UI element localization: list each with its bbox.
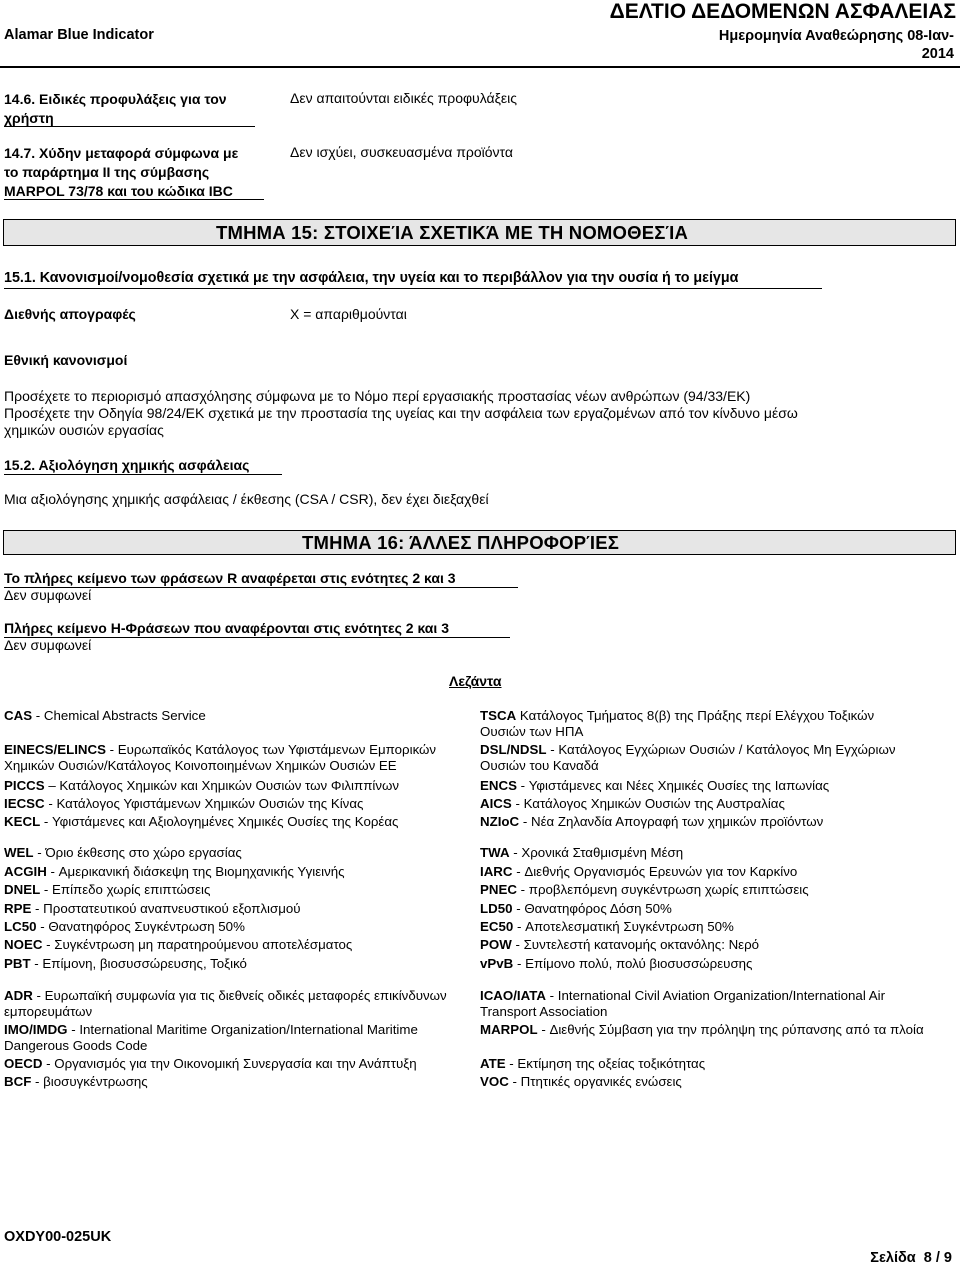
legend-abbreviation: KECL [4,814,41,829]
national-line3: χημικών ουσιών εργασίας [4,422,164,438]
legend-abbreviation: ATE [480,1056,506,1071]
legend-description: - Ευρωπαϊκός Κατάλογος των Υφιστάμενων Εμπορικών [105,742,437,757]
legend-abbreviation: PBT [4,956,31,971]
legend-abbreviation: LD50 [480,901,513,916]
legend-description: - Αμερικανική διάσκεψη της Βιομηχανικής Υγιεινής [46,864,345,879]
legend-abbreviation: VOC [480,1074,509,1089]
legend-entry [480,937,956,953]
s152-underline [4,474,282,475]
legend-description-continued: Transport Association [480,1004,608,1019]
legend-description: Κατάλογος Τμήματος 8(β) της Πράξης περί Ελέγχου Τοξικών [516,708,875,723]
legend-abbreviation: EINECS/ELINCS [4,742,106,757]
footer-code: OXDY00-025UK [4,1229,112,1245]
s147-value: Δεν ισχύει, συσκευασμένα προϊόντα [290,144,513,160]
r-phrases-value: Δεν συμφωνεί [4,587,92,603]
s147-underline [4,199,264,200]
section15-title: ΤΜΗΜΑ 15: ΣΤΟΙΧΕΊΑ ΣΧΕΤΙΚΆ ΜΕ ΤΗ ΝΟΜΟΘΕΣΊΑ [216,222,689,243]
legend-abbreviation: vPvB [480,956,514,971]
legend-entry [4,742,476,774]
revision-date-line2: 2014 [921,46,954,62]
s152-heading: 15.2. Αξιολόγηση χημικής ασφάλειας [4,457,250,473]
s147-label-line2: το παράρτημα ΙΙ της σύμβασης [4,164,210,180]
legend-abbreviation: TWA [480,845,510,860]
legend-entry [480,988,956,1020]
legend-entry [4,901,476,917]
legend-description: - Επίμονο πολύ, πολύ βιοσυσσώρευσης [513,956,753,971]
legend-entry [480,864,956,880]
legend-entry [480,845,956,861]
legend-entry [4,864,476,880]
legend-description: - Θανατηφόρος Δόση 50% [512,901,672,916]
legend-abbreviation: TSCA [480,708,517,723]
legend-abbreviation: ICAO/IATA [480,988,546,1003]
section15-band [3,219,956,246]
legend-entry [480,1056,956,1072]
legend-description: - Εκτίμηση της οξείας τοξικότητας [505,1056,706,1071]
legend-description: - Προστατευτικού αναπνευστικού εξοπλισμού [31,901,301,916]
legend-description: - Συγκέντρωση μη παρατηρούμενου αποτελέσματος [42,937,353,952]
legend-description: - Οργανισμός για την Οικονομική Συνεργασία και την Ανάπτυξη [42,1056,417,1071]
legend-description: - Chemical Abstracts Service [32,708,206,723]
legend-description: - Θανατηφόρος Συγκέντρωση 50% [36,919,245,934]
legend-title: Λεζάντα [449,673,502,689]
h-phrases-title: Πλήρες κείμενο Η-Φράσεων που αναφέρονται στις ενότητες 2 και 3 [4,620,449,636]
s146-label-line1: 14.6. Ειδικές προφυλάξεις για τον [4,91,227,107]
legend-abbreviation: NOEC [4,937,43,952]
s146-value: Δεν απαιτούνται ειδικές προφυλάξεις [290,90,517,106]
legend-abbreviation: IMO/IMDG [4,1022,68,1037]
legend-abbreviation: DSL/NDSL [480,742,547,757]
legend-description: - International Civil Aviation Organization/International Air [545,988,885,1003]
legend-entry [4,919,476,935]
national-regulations-text [4,388,954,439]
legend-abbreviation: LC50 [4,919,37,934]
page-number [870,1250,952,1267]
legend-entry [480,708,956,740]
page-label: Σελίδα [870,1250,916,1266]
page-total: 9 [943,1250,952,1266]
legend-abbreviation: RPE [4,901,32,916]
legend-entry [480,919,956,935]
legend-description: - Κατάλογος Χημικών Ουσιών της Αυστραλίας [511,796,785,811]
legend-abbreviation: WEL [4,845,34,860]
header-rule [0,66,960,68]
legend-description-continued: Dangerous Goods Code [4,1038,148,1053]
legend-description: - Υφιστάμενες και Αξιολογημένες Χημικές Ουσίες της Κορέας [40,814,399,829]
legend-entry [480,1022,956,1038]
legend-entry [4,845,476,861]
legend-entry [4,796,476,812]
legend-entry [480,1074,956,1090]
legend-abbreviation: DNEL [4,882,41,897]
legend-entry [4,814,476,830]
legend-description: - προβλεπόμενη συγκέντρωση χωρίς επιπτώσεις [516,882,809,897]
s151-underline [4,288,822,289]
legend-description: – Κατάλογος Χημικών και Χημικών Ουσιών των Φιλιππίνων [44,778,399,793]
legend-entry [4,1022,476,1054]
legend-description: - Κατάλογος Υφιστάμενων Χημικών Ουσιών της Κίνας [44,796,364,811]
revision-date-line1: Ημερομηνία Αναθεώρησης 08-Ιαν- [718,28,954,44]
legend-entry [480,778,956,794]
legend-description: - βιοσυγκέντρωσης [31,1074,148,1089]
legend-entry [480,882,956,898]
legend-entry [4,988,476,1020]
section16-title: ΤΜΗΜΑ 16: ΆΛΛΕΣ ΠΛΗΡΟΦΟΡΊΕΣ [302,532,620,553]
legend-description: - Αποτελεσματική Συγκέντρωση 50% [513,919,734,934]
s147-label-line1: 14.7. Χύδην μεταφορά σύμφωνα με [4,145,239,161]
legend-description: - Όριο έκθεσης στο χώρο εργασίας [33,845,242,860]
legend-description: - Υφιστάμενες και Νέες Χημικές Ουσίες της Ιαπωνίας [516,778,830,793]
legend-description-continued: Ουσιών του Καναδά [480,758,599,773]
legend-entry [480,814,956,830]
legend-entry [4,778,476,794]
s146-underline [4,126,255,127]
legend-abbreviation: IECSC [4,796,45,811]
legend-description: - Διεθνής Οργανισμός Ερευνών για τον Καρκίνο [512,864,798,879]
legend-description: - Επίπεδο χωρίς επιπτώσεις [40,882,211,897]
h-phrases-value: Δεν συμφωνεί [4,637,92,653]
legend-abbreviation: AICS [480,796,512,811]
legend-description: - International Maritime Organization/International Maritime [67,1022,418,1037]
legend-description: - Κατάλογος Εγχώριων Ουσιών / Κατάλογος Μη Εγχώριων [546,742,896,757]
legend-abbreviation: CAS [4,708,33,723]
legend-entry [4,1056,476,1072]
legend-description-continued: Ουσιών των ΗΠΑ [480,724,584,739]
s147-label-line3: MARPOL 73/78 και του κώδικα IBC [4,183,233,199]
section16-band [3,530,956,555]
legend-abbreviation: ACGIH [4,864,47,879]
legend-description: - Πτητικές οργανικές ενώσεις [508,1074,682,1089]
legend-abbreviation: PICCS [4,778,45,793]
s146-label-line2: χρήστη [4,110,54,126]
legend-entry [480,742,956,774]
legend-abbreviation: EC50 [480,919,514,934]
revision-date [719,27,954,63]
product-name: Alamar Blue Indicator [4,27,154,43]
legend-abbreviation: PNEC [480,882,517,897]
national-regulations-label: Εθνική κανονισμοί [4,352,128,368]
legend-entry [480,796,956,812]
page-current: 8 [923,1250,932,1266]
legend-description: - Επίμονη, βιοσυσσώρευσης, Τοξικό [30,956,247,971]
legend-abbreviation: BCF [4,1074,32,1089]
legend-description-continued: Χημικών Ουσιών/Κατάλογος Κοινοποιημένων Χημικών Ουσιών ΕΕ [4,758,397,773]
legend-abbreviation: ENCS [480,778,517,793]
legend-entry [4,882,476,898]
legend-entry [480,901,956,917]
intl-inventory-value: X = απαριθμούνται [290,306,407,322]
legend-abbreviation: POW [480,937,512,952]
legend-abbreviation: IARC [480,864,513,879]
legend-abbreviation: MARPOL [480,1022,538,1037]
national-line2: Προσέχετε την Οδηγία 98/24/ΕΚ σχετικά με την προστασία της υγείας και την ασφάλεια των εργαζομένων από τον κίνδυνο μέσω [4,405,798,421]
legend-description: - Νέα Ζηλανδία Απογραφή των χημικών προϊόντων [519,814,824,829]
legend-entry [4,1074,476,1090]
legend-entry [480,956,956,972]
legend-abbreviation: OECD [4,1056,43,1071]
s147-label [4,144,238,201]
national-line1: Προσέχετε το περιορισμό απασχόλησης σύμφωνα με το Νόμο περί εργασιακής προστασίας νέων ανθρώπων (94/33/ΕΚ) [4,388,751,404]
legend-description: - Χρονικά Σταθμισμένη Μέση [509,845,684,860]
page-separator: / [935,1250,940,1266]
intl-inventory-label: Διεθνής απογραφές [4,306,136,322]
legend-entry [4,956,476,972]
legend-entry [4,937,476,953]
legend-description: - Ευρωπαϊκή συμφωνία για τις διεθνείς οδικές μεταφορές επικίνδυνων [32,988,447,1003]
s151-heading: 15.1. Κανονισμοί/νομοθεσία σχετικά με την ασφάλεια, την υγεία και το περιβάλλον για την ουσία ή το μείγμα [4,270,739,286]
legend-entry [4,708,476,724]
document-title: ΔΕΛΤΙΟ ΔΕΔΟΜΕΝΩΝ ΑΣΦΑΛΕΙΑΣ [609,0,956,23]
legend-abbreviation: NZIoC [480,814,520,829]
legend-abbreviation: ADR [4,988,33,1003]
legend-description: - Διεθνής Σύμβαση για την πρόληψη της ρύπανσης από τα πλοία [537,1022,924,1037]
s152-value: Μια αξιολόγησης χημικής ασφάλειας / έκθεσης (CSA / CSR), δεν έχει διεξαχθεί [4,491,489,507]
r-phrases-title: Το πλήρες κείμενο των φράσεων R αναφέρεται στις ενότητες 2 και 3 [4,570,456,586]
legend-description-continued: εμπορευμάτων [4,1004,93,1019]
s146-label [4,90,227,128]
legend-description: - Συντελεστή κατανομής οκτανόλης: Νερό [511,937,760,952]
